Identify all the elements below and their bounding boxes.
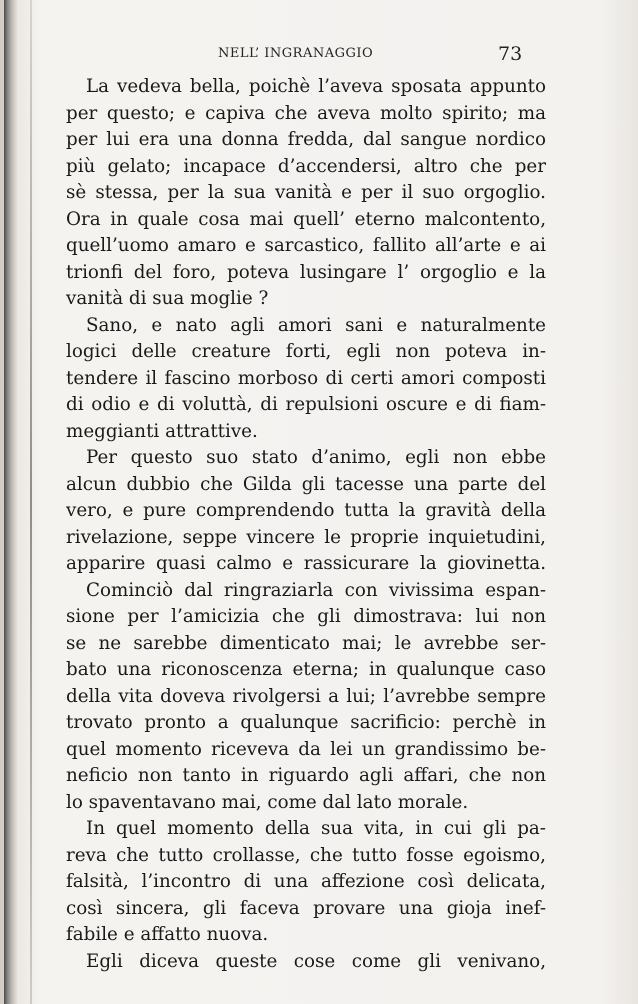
text-line: alcun dubbio che Gilda gli tacesse una parte del [66,473,546,495]
running-title: NELL’ INGRANAGGIO [218,46,374,61]
text-line: sè stessa, per la sua vanità e per il suo orgoglio. [66,182,546,203]
text-line: sione per l’amicizia che gli dimostrava: lui non [66,606,546,627]
text-line: Egli diceva queste cose come gli venivano, [86,950,546,972]
text-line: Per questo suo stato d’animo, egli non ebbe [86,447,546,468]
text-line: In quel momento della sua vita, in cui gli pa- [86,818,546,839]
page-number: 73 [498,43,523,65]
text-line: trovato pronto a qualunque sacrificio: perchè in [66,712,546,733]
text-line: quell’uomo amaro e sarcastico, fallito all’arte e ai [66,235,546,256]
text-line: trionfi del foro, poteva lusingare l’ orgoglio e la [66,261,546,283]
text-line: Ora in quale cosa mai quell’ eterno malcontento, [66,208,546,230]
text-line: Sano, e nato agli amori sani e naturalmente [86,314,546,336]
body-text [66,74,546,975]
text-line: bato una riconoscenza eterna; in qualunque caso [66,659,546,680]
text-line: per lui era una donna fredda, dal sangue nordico [66,129,546,150]
text-line: meggianti attrattive. [66,420,258,442]
text-line: così sincera, gli faceva provare una gioja inef- [66,897,546,919]
text-line: lo spaventavano mai, come dal lato morale. [66,791,469,813]
text-line: Cominciò dal ringraziarla con vivissima espan- [86,579,546,601]
text-line: neficio non tanto in riguardo agli affari, che non [66,765,546,786]
text-line: di odio e di voluttà, di repulsioni oscure e di fiam- [66,394,546,415]
text-line: della vita doveva rivolgersi a lui; l’avrebbe sempre [66,685,546,707]
text-line: più gelato; incapace d’accendersi, altro che per [66,155,546,177]
text-line: tendere il fascino morboso di certi amori composti [66,367,546,389]
text-line: La vedeva bella, poichè l’aveva sposata appunto [86,76,546,97]
text-line: falsità, l’incontro di una affezione così delicata, [66,871,546,892]
text-line: fabile e affatto nuova. [66,924,269,945]
text-line: per questo; e capiva che aveva molto spirito; ma [66,102,546,124]
text-line: rivelazione, seppe vincere le proprie inquietudini, [66,526,546,548]
text-line: logici delle creature forti, egli non poteva in- [66,341,546,362]
text-line: se ne sarebbe dimenticato mai; le avrebbe ser- [66,632,546,654]
gutter-line [30,0,32,1004]
text-line: vero, e pure comprendendo tutta la gravità della [66,500,546,521]
text-line: vanità di sua moglie ? [66,288,269,309]
text-line: apparire quasi calmo e rassicurare la giovinetta. [66,553,546,574]
text-line: reva che tutto crollasse, che tutto fosse egoismo, [66,844,546,866]
text-line: quel momento riceveva da lei un grandissimo be- [66,738,546,760]
book-binding-shadow [4,0,18,1004]
